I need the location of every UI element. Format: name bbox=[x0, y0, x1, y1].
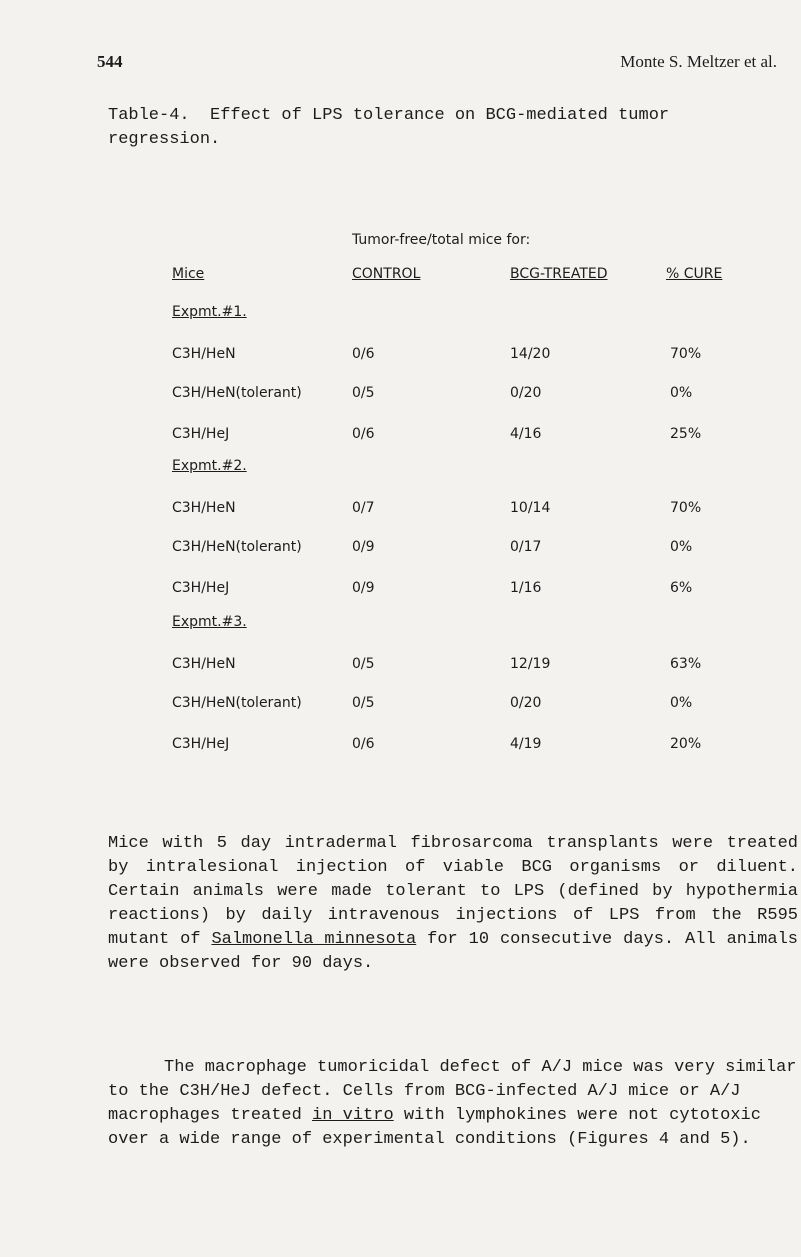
table-cell-control: 0/5 bbox=[352, 695, 375, 711]
table-cell-strain: C3H/HeJ bbox=[172, 736, 230, 752]
table-super-header: Tumor-free/total mice for: bbox=[352, 232, 531, 248]
paragraph-in-vitro: in vitro bbox=[312, 1106, 394, 1125]
column-header-percent-cure: % CURE bbox=[666, 266, 723, 282]
table-cell-control: 0/5 bbox=[352, 385, 375, 401]
paragraph-text-2: with lymphokines were not cytotoxic over a wide range of experimental conditions (Figures 4 and 5). bbox=[108, 1106, 761, 1149]
table-cell-strain: C3H/HeN(tolerant) bbox=[172, 385, 302, 401]
table-cell-bcg-treated: 10/14 bbox=[510, 500, 551, 516]
column-header-mice: Mice bbox=[172, 266, 205, 282]
table-cell-strain: C3H/HeN bbox=[172, 656, 236, 672]
experiment-label: Expmt.#2. bbox=[172, 458, 247, 474]
table-cell-control: 0/9 bbox=[352, 580, 375, 596]
table-title: Table-4. Effect of LPS tolerance on BCG-mediated tumor regression. bbox=[108, 106, 680, 149]
table-cell-percent-cure: 0% bbox=[670, 539, 693, 555]
table-cell-bcg-treated: 0/20 bbox=[510, 695, 542, 711]
table-cell-percent-cure: 25% bbox=[670, 426, 702, 442]
table-cell-strain: C3H/HeN bbox=[172, 500, 236, 516]
table-cell-bcg-treated: 0/17 bbox=[510, 539, 542, 555]
experiment-label: Expmt.#1. bbox=[172, 304, 247, 320]
caption-organism: Salmonella minnesota bbox=[211, 930, 417, 949]
table-cell-bcg-treated: 12/19 bbox=[510, 656, 551, 672]
table-cell-control: 0/9 bbox=[352, 539, 375, 555]
table-cell-control: 0/6 bbox=[352, 426, 375, 442]
table-cell-percent-cure: 63% bbox=[670, 656, 702, 672]
page-number: 544 bbox=[97, 52, 123, 71]
table-cell-percent-cure: 20% bbox=[670, 736, 702, 752]
table-cell-strain: C3H/HeN(tolerant) bbox=[172, 539, 302, 555]
table-cell-control: 0/7 bbox=[352, 500, 375, 516]
table-cell-percent-cure: 70% bbox=[670, 346, 702, 362]
table-cell-bcg-treated: 14/20 bbox=[510, 346, 551, 362]
table-cell-strain: C3H/HeN bbox=[172, 346, 236, 362]
table-cell-bcg-treated: 1/16 bbox=[510, 580, 542, 596]
body-paragraph bbox=[108, 1056, 798, 1152]
table-cell-bcg-treated: 4/16 bbox=[510, 426, 542, 442]
table-cell-control: 0/5 bbox=[352, 656, 375, 672]
table-cell-percent-cure: 0% bbox=[670, 695, 693, 711]
column-header-bcg-treated: BCG-TREATED bbox=[510, 266, 608, 282]
table-cell-strain: C3H/HeJ bbox=[172, 580, 230, 596]
paragraph-text-1: The macrophage tumoricidal defect of A/J mice was very similar to the C3H/HeJ defect. Cells from BCG-infected A/J mice or A/J macrophages treated bbox=[108, 1058, 797, 1125]
table-cell-bcg-treated: 0/20 bbox=[510, 385, 542, 401]
table-cell-strain: C3H/HeN(tolerant) bbox=[172, 695, 302, 711]
table-cell-control: 0/6 bbox=[352, 736, 375, 752]
column-header-control: CONTROL bbox=[352, 266, 421, 282]
table-cell-control: 0/6 bbox=[352, 346, 375, 362]
table-cell-percent-cure: 70% bbox=[670, 500, 702, 516]
experiment-label: Expmt.#3. bbox=[172, 614, 247, 630]
caption-text-2: for 10 consecutive days. All animals were observed for 90 days. bbox=[108, 930, 798, 973]
table-cell-strain: C3H/HeJ bbox=[172, 426, 230, 442]
table-cell-percent-cure: 6% bbox=[670, 580, 693, 596]
table-cell-bcg-treated: 4/19 bbox=[510, 736, 542, 752]
running-head: Monte S. Meltzer et al. bbox=[620, 52, 777, 71]
table-cell-percent-cure: 0% bbox=[670, 385, 693, 401]
table-caption bbox=[108, 832, 798, 976]
caption-text-1: Mice with 5 day intradermal fibrosarcoma transplants were treated by intralesional injection of viable BCG organisms or diluent. Certain animals were made tolerant to LPS (defined by hypothermia reactions) by daily intravenous injections of LPS from the R595 mutant of bbox=[108, 834, 798, 949]
